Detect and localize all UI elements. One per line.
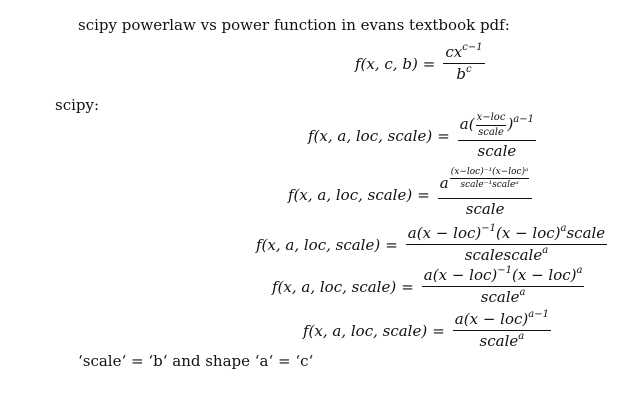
scipy-equation-2 (288, 167, 535, 218)
scipy3-num-a: a(x − loc) (407, 224, 482, 242)
scipy3-den-exp: a (542, 245, 549, 257)
scipy1-fraction (458, 112, 536, 160)
scipy3-den-base: scalescale (464, 246, 543, 265)
equals-sign: = (422, 54, 436, 73)
note-text: ‘scale‘ = ‘b‘ and shape ‘a‘ = ‘c‘ (78, 352, 314, 370)
equals-sign: = (417, 185, 430, 204)
scipy-equation-5 (303, 311, 554, 351)
scipy2-inner-num: (x−loc)⁻¹(x−loc)ᵃ (450, 167, 530, 179)
scipy1-num-exp: a−1 (513, 114, 534, 125)
scipy4-lhs: f(x, a, loc, scale) (272, 277, 397, 296)
scipy4-num-a: a(x − loc) (423, 266, 498, 284)
scipy4-den-base: scale (480, 288, 520, 307)
evans-den-exp: c (465, 64, 472, 76)
scipy1-inner-num: x−loc (476, 112, 507, 126)
scipy5-den-exp: a (518, 331, 525, 343)
scipy4-num-exp2: a (576, 265, 583, 276)
scipy3-num-c: scale (566, 224, 606, 242)
scipy3-num-exp1: −1 (481, 223, 496, 234)
scipy-equation-3 (256, 225, 610, 265)
scipy1-num-coef: a( (459, 115, 475, 133)
scipy4-num-b: (x − loc) (512, 266, 577, 284)
scipy3-num-b: (x − loc) (496, 224, 561, 242)
evans-num-exp: c−1 (462, 42, 483, 53)
equals-sign: = (432, 321, 445, 340)
scipy3-num-exp2: a (560, 223, 567, 234)
scipy5-lhs: f(x, a, loc, scale) (303, 321, 428, 340)
equals-sign: = (385, 235, 398, 254)
scipy5-fraction (453, 311, 551, 351)
scipy2-inner-fraction (450, 167, 530, 191)
scipy5-num-exp1: a−1 (528, 309, 549, 320)
scipy-label: scipy: (55, 96, 100, 114)
heading-text: scipy powerlaw vs power function in evans textbook pdf: (78, 16, 510, 34)
scipy3-lhs: f(x, a, loc, scale) (256, 235, 381, 254)
scipy2-inner-den: scale⁻¹scaleᵃ (460, 180, 519, 191)
evans-fraction (443, 44, 484, 84)
scipy-equation-1 (308, 112, 539, 160)
evans-lhs: f(x, c, b) (355, 54, 418, 73)
evans-den-base: b (456, 65, 466, 84)
scipy3-fraction (406, 225, 607, 265)
scipy1-num-close: ) (507, 115, 514, 133)
scipy5-den-base: scale (479, 332, 519, 351)
scipy2-fraction (438, 167, 533, 218)
scipy1-den: scale (477, 142, 517, 160)
evans-num-base: cx (445, 43, 463, 61)
scipy1-inner-fraction (476, 112, 507, 138)
scipy-equation-4 (272, 267, 587, 307)
scipy1-inner-den: scale (478, 126, 504, 138)
scipy5-num-a: a(x − loc) (454, 310, 529, 328)
equals-sign: = (401, 277, 414, 296)
evans-equation (355, 44, 488, 84)
scipy4-den-exp: a (519, 287, 526, 299)
equals-sign: = (437, 127, 450, 146)
scipy1-lhs: f(x, a, loc, scale) (308, 127, 433, 146)
scipy4-num-exp1: −1 (497, 265, 512, 276)
scipy4-fraction (422, 267, 585, 307)
scipy2-den: scale (465, 199, 505, 218)
scipy2-lhs: f(x, a, loc, scale) (288, 185, 413, 204)
scipy2-num-coef: a (439, 174, 449, 193)
